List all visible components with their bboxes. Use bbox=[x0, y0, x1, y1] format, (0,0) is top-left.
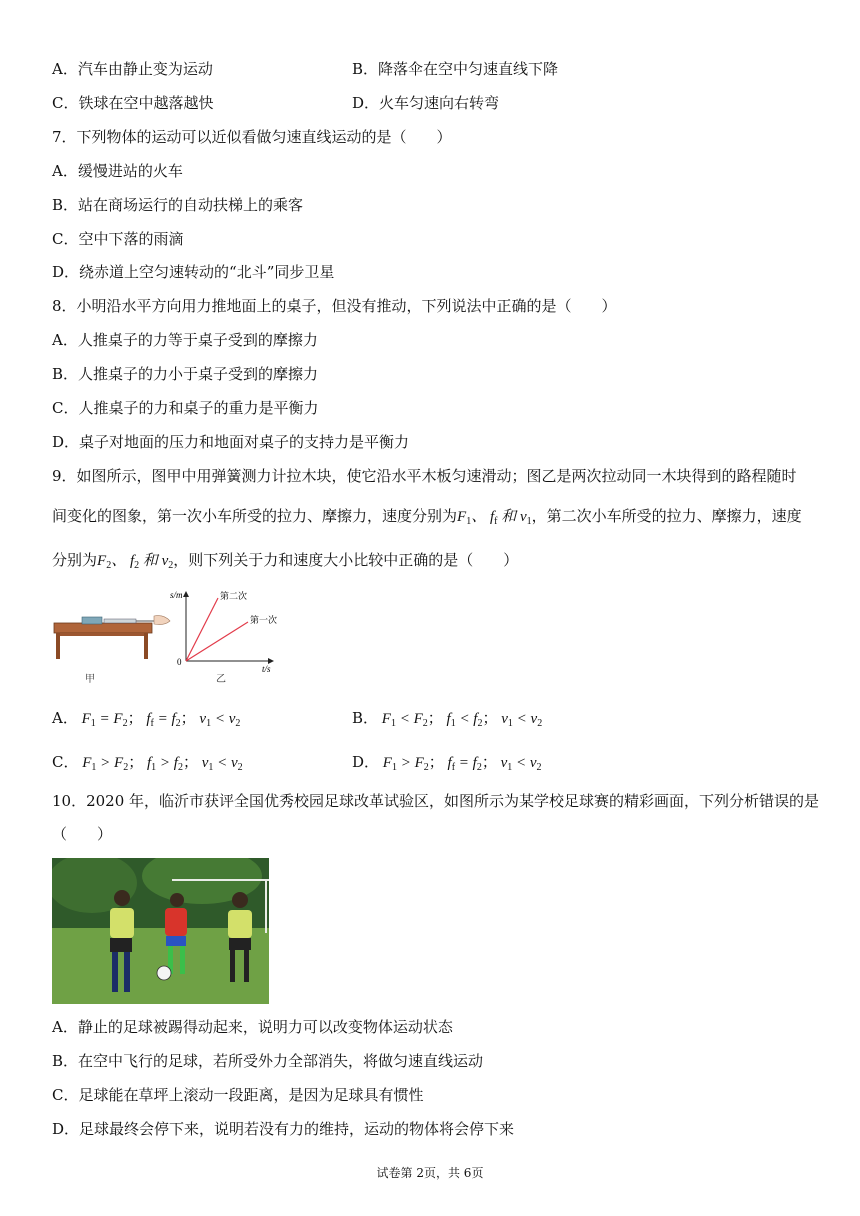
q9-option-d-formula: $F_1 > F_2$； $f_f = f_2$； $v_1 < v_2$ bbox=[379, 755, 542, 773]
q9-line3-text-end: ，则下列关于力和速度大小比较中正确的是（ ） bbox=[173, 551, 519, 569]
q9-line3-text: 分别为 bbox=[52, 551, 98, 569]
q9-option-b bbox=[352, 708, 542, 734]
q7-option-c: C．空中下落的雨滴 bbox=[52, 230, 184, 248]
axis-label-t: t/s bbox=[262, 664, 271, 674]
q9-option-a-label: A． bbox=[52, 709, 78, 727]
q6-option-a: A．汽车由静止变为运动 bbox=[52, 60, 213, 78]
q9-option-a bbox=[52, 708, 240, 734]
q7-option-d: D．绕赤道上空匀速转动的“北斗”同步卫星 bbox=[52, 263, 335, 281]
q10-stem: 10．2020 年，临沂市获评全国优秀校园足球改革试验区，如图所示为某学校足球赛的精彩画面，下列分析错误的是 bbox=[52, 792, 820, 810]
q8-stem: 8．小明沿水平方向用力推地面上的桌子，但没有推动，下列说法中正确的是（ ） bbox=[52, 297, 617, 315]
football bbox=[157, 966, 171, 980]
q6-option-b: B．降落伞在空中匀速直线下降 bbox=[352, 60, 559, 78]
q9-line2-text-end: ，第二次小车所受的拉力、摩擦力，速度 bbox=[531, 507, 802, 525]
q8-option-d: D．桌子对地面的压力和地面对桌子的支持力是平衡力 bbox=[52, 433, 410, 451]
q10-paren: （ ） bbox=[52, 825, 113, 843]
q9-option-b-label: B． bbox=[352, 709, 379, 727]
q10-option-d: D．足球最终会停下来，说明若没有力的维持，运动的物体将会停下来 bbox=[52, 1120, 515, 1138]
legend-second: 第二次 bbox=[220, 592, 248, 602]
q6-option-d: D．火车匀速向右转弯 bbox=[352, 94, 500, 112]
q6-option-c: C．铁球在空中越落越快 bbox=[52, 94, 214, 112]
axis-label-s: s/m bbox=[170, 590, 183, 600]
q9-vars-first: $F_1$、 $f_f$ 和 $v_1$ bbox=[457, 509, 532, 527]
q10-option-b: B．在空中飞行的足球，若所受外力全部消失，将做匀速直线运动 bbox=[52, 1052, 484, 1070]
q8-option-c: C．人推桌子的力和桌子的重力是平衡力 bbox=[52, 399, 319, 417]
origin-label: 0 bbox=[177, 657, 182, 667]
q8-option-a: A．人推桌子的力等于桌子受到的摩擦力 bbox=[52, 331, 318, 349]
q9-option-b-formula: $F_1 < F_2$； $f_1 < f_2$； $v_1 < v_2$ bbox=[378, 711, 543, 729]
q10-football-photo bbox=[52, 858, 269, 1004]
q9-stem-line3 bbox=[52, 550, 518, 576]
q7-option-a: A．缓慢进站的火车 bbox=[52, 162, 183, 180]
q9-option-c-formula: $F_1 > F_2$； $f_1 > f_2$； $v_1 < v_2$ bbox=[78, 755, 243, 773]
legend-first: 第一次 bbox=[250, 616, 278, 626]
page-footer: 试卷第 2页，共 6页 bbox=[376, 1166, 484, 1180]
q9-option-d bbox=[352, 752, 542, 778]
figure-label-yi: 乙 bbox=[216, 674, 226, 685]
q9-option-d-label: D． bbox=[352, 753, 380, 771]
q9-stem-line2 bbox=[52, 506, 802, 532]
q7-stem: 7．下列物体的运动可以近似看做匀速直线运动的是（ ） bbox=[52, 128, 452, 146]
q9-line2-text: 间变化的图象，第一次小车所受的拉力、摩擦力，速度分别为 bbox=[52, 507, 458, 525]
q9-vars-second: $F_2$、 $f_2$ 和 $v_2$ bbox=[97, 553, 174, 571]
q8-option-b: B．人推桌子的力小于桌子受到的摩擦力 bbox=[52, 365, 319, 383]
figure-jia-apparatus bbox=[54, 616, 170, 659]
q9-option-a-formula: $F_1 = F_2$； $f_f = f_2$； $v_1 < v_2$ bbox=[77, 711, 241, 729]
q10-option-c: C．足球能在草坪上滚动一段距离，是因为足球具有惯性 bbox=[52, 1086, 424, 1104]
q9-option-c-label: C． bbox=[52, 753, 79, 771]
q10-option-a: A．静止的足球被踢得动起来，说明力可以改变物体运动状态 bbox=[52, 1018, 453, 1036]
q9-option-c bbox=[52, 752, 243, 778]
figure-label-jia: 甲 bbox=[85, 674, 95, 685]
q9-figure bbox=[52, 585, 292, 690]
q7-option-b: B．站在商场运行的自动扶梯上的乘客 bbox=[52, 196, 304, 214]
q9-stem-line1: 9．如图所示，图甲中用弹簧测力计拉木块，使它沿水平木板匀速滑动；图乙是两次拉动同一木块得到的路程随时 bbox=[52, 467, 797, 485]
